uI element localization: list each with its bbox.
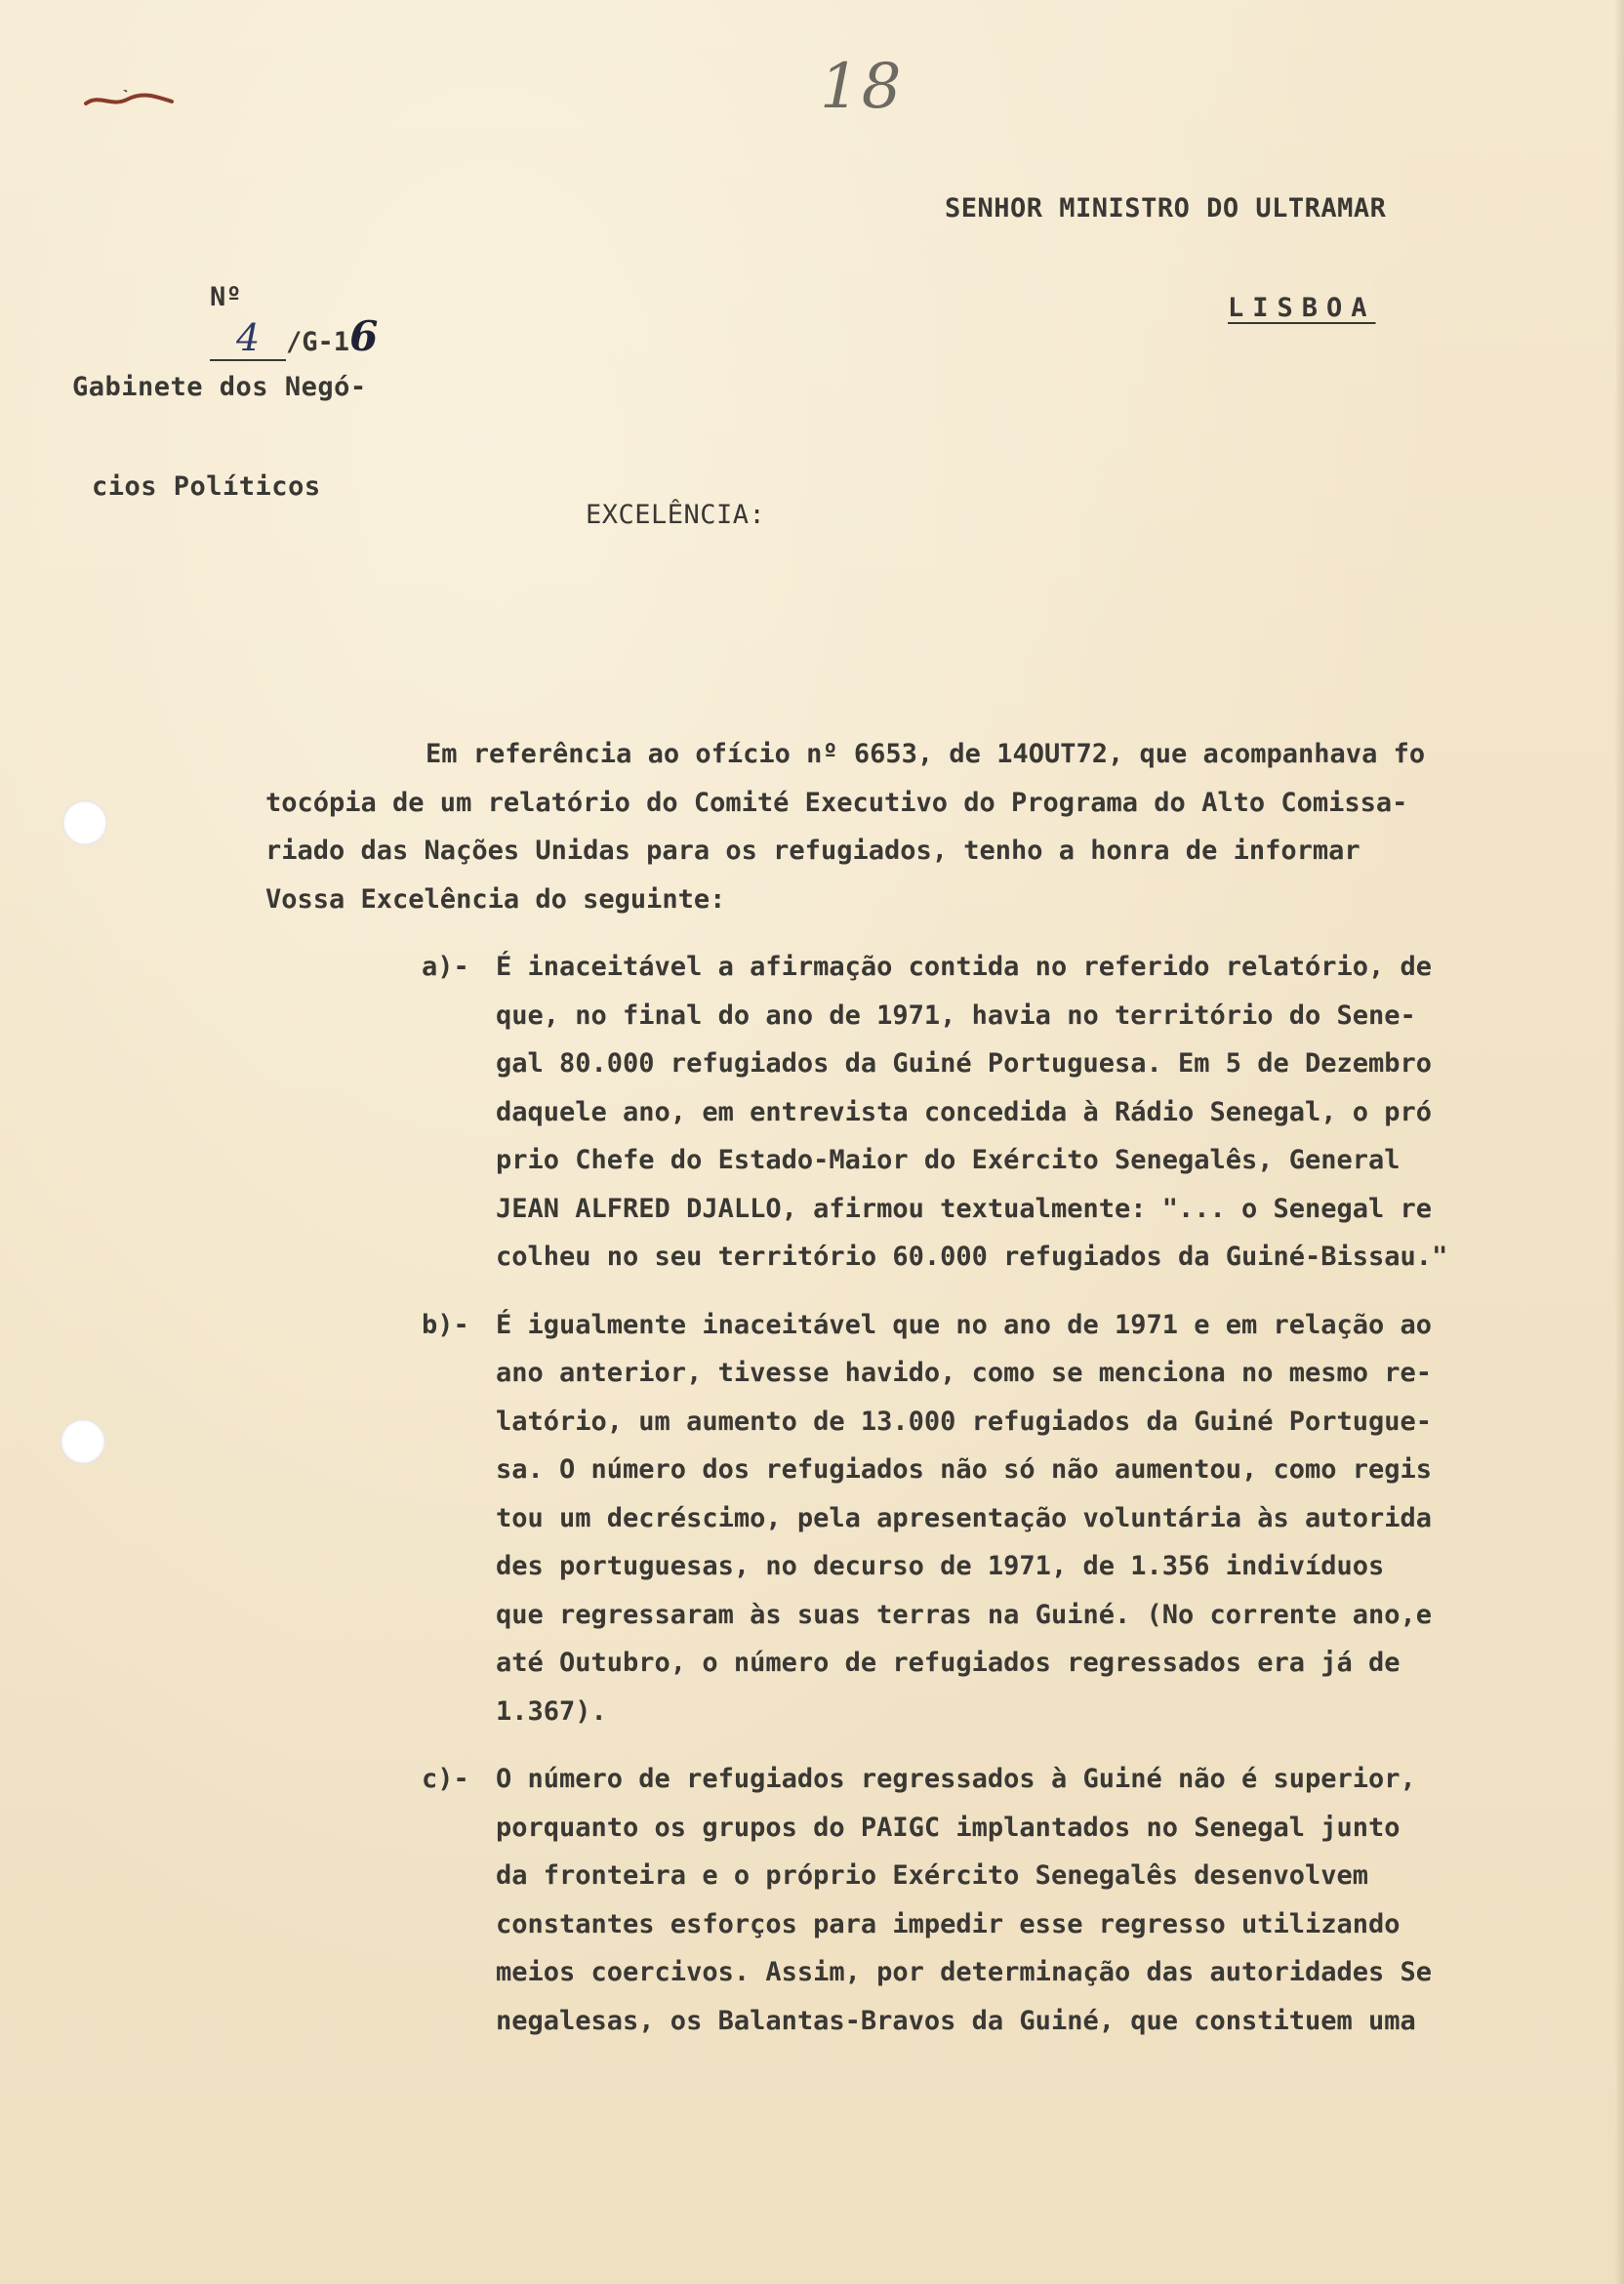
body-line: riado das Nações Unidas para os refugiados, tenho a honra de informar (265, 836, 1360, 866)
body-line: sa. O número dos refugiados não só não aumentou, como regis (496, 1454, 1433, 1485)
body-line: des portuguesas, no decurso de 1971, de 1.356 indivíduos (496, 1551, 1385, 1581)
body-line: O número de refugiados regressados à Guiné não é superior, (496, 1764, 1416, 1794)
body-line: constantes esforços para impedir esse regresso utilizando (496, 1908, 1401, 1939)
body-line: daquele ano, em entrevista concedida à Rádio Senegal, o pró (496, 1096, 1433, 1127)
body-line: JEAN ALFRED DJALLO, afirmou textualmente: "... o Senegal re (496, 1193, 1433, 1224)
body-line: tou um decréscimo, pela apresentação voluntária às autorida (496, 1502, 1433, 1533)
pencil-page-number: 18 (820, 51, 904, 123)
body-line: Vossa Excelência do seguinte: (265, 883, 726, 915)
punch-hole-top (62, 800, 107, 845)
reference-series: /G-1 (286, 327, 350, 357)
list-item (265, 943, 1554, 1282)
body-line: meios coercivos. Assim, por determinação das autoridades Se (496, 1957, 1433, 1987)
body-line: que regressaram às suas terras na Guiné. (No corrente ano,e (496, 1599, 1433, 1630)
body-line: colheu no seu território 60.000 refugiados da Guiné-Bissau." (496, 1242, 1448, 1272)
body-line: porquanto os grupos do PAIGC implantados no Senegal junto (496, 1812, 1401, 1843)
item-label: b)- (422, 1309, 469, 1340)
salutation: EXCELÊNCIA: (586, 500, 766, 530)
department-name (72, 305, 367, 570)
reference-handwritten-suffix: 6 (349, 312, 379, 360)
body-line: prio Chefe do Estado-Maior do Exército Senegalês, General (496, 1145, 1401, 1175)
body-line: latório, um aumento de 13.000 refugiados da Guiné Portugue- (496, 1406, 1433, 1437)
body-line: 1.367). (496, 1695, 607, 1727)
ink-mark (82, 90, 176, 111)
intro-paragraph (265, 730, 1554, 923)
department-line: Gabinete dos Negó- (72, 372, 367, 402)
item-label: a)- (422, 952, 469, 982)
addressee: SENHOR MINISTRO DO ULTRAMAR (945, 193, 1387, 224)
body-line: que, no final do ano de 1971, havia no território do Sene- (496, 999, 1416, 1031)
body-line: negalesas, os Balantas-Bravos da Guiné, que constituem uma (496, 2005, 1416, 2036)
department-line: cios Políticos (92, 471, 321, 502)
reference-handwritten-number: 4 (235, 316, 261, 359)
reference-prefix: Nº (210, 282, 242, 312)
body-line: tocópia de um relatório do Comité Executivo do Programa do Alto Comissa- (265, 787, 1408, 818)
list-item (265, 1301, 1554, 1736)
item-label: c)- (422, 1764, 469, 1794)
body-line: até Outubro, o número de refugiados regressados era já de (496, 1648, 1401, 1678)
punch-hole-bottom (61, 1419, 105, 1464)
city: LISBOA (1228, 293, 1376, 323)
body-line: Em referência ao ofício nº 6653, de 14OUT72, que acompanhava fo (426, 739, 1426, 769)
body-line: da fronteira e o próprio Exército Senegalês desenvolvem (496, 1860, 1369, 1891)
body-line: É inaceitável a afirmação contida no referido relatório, de (496, 952, 1433, 982)
body-line: É igualmente inaceitável que no ano de 1971 e em relação ao (496, 1309, 1433, 1340)
body-line: gal 80.000 refugiados da Guiné Portuguesa. Em 5 de Dezembro (496, 1048, 1433, 1079)
list-item (265, 1755, 1554, 2045)
letter-body (265, 730, 1554, 2045)
body-line: ano anterior, tivesse havido, como se menciona no mesmo re- (496, 1358, 1433, 1388)
